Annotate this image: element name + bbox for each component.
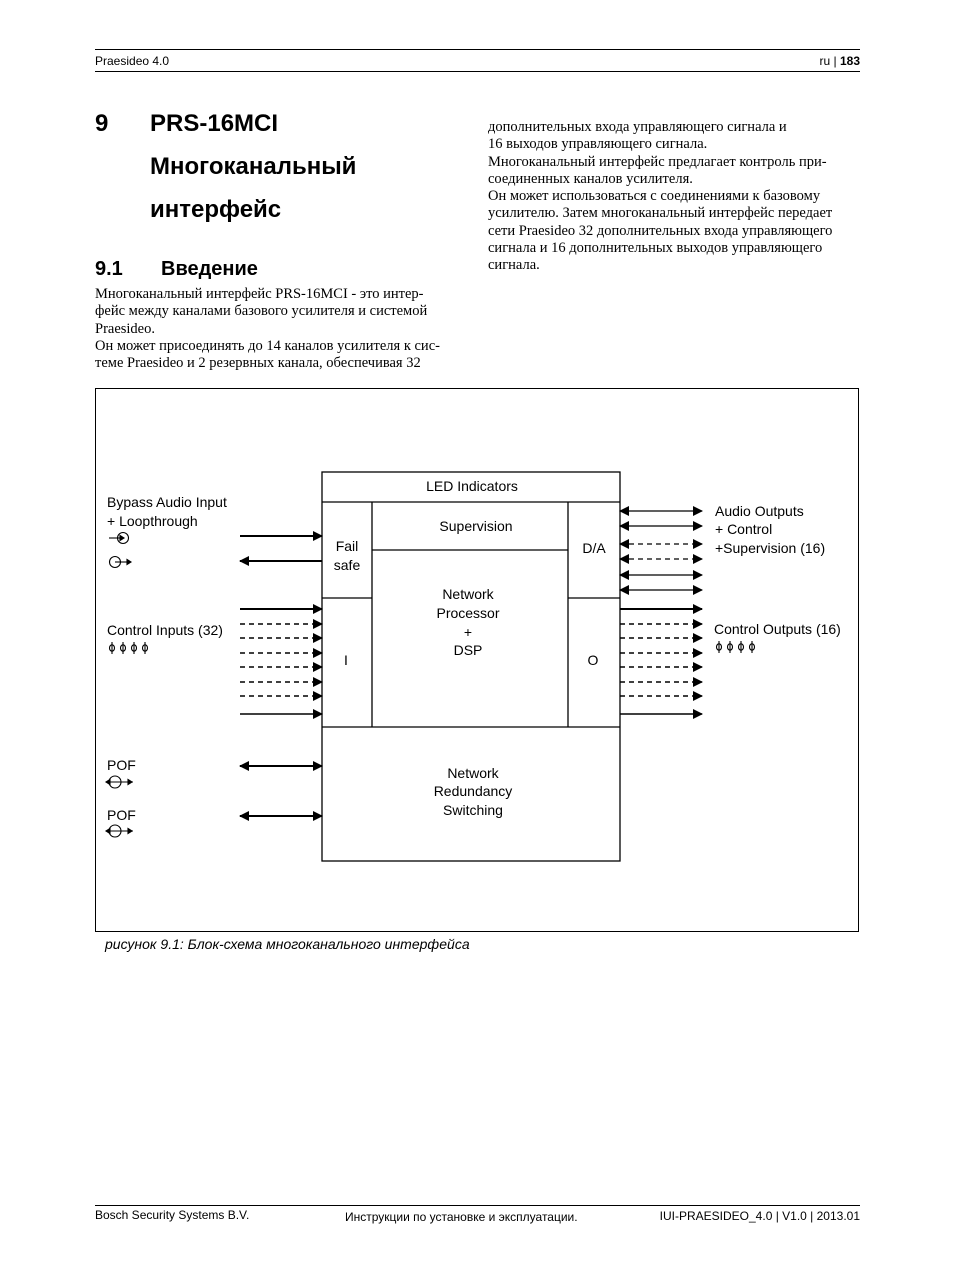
para-line: дополнительных входа управляющего сигнала и — [488, 119, 787, 135]
para-line: усилителю. Затем многоканальный интерфейс передает — [488, 205, 833, 222]
header-page-number: 183 — [839, 54, 860, 68]
led-indicators-label: LED Indicators — [426, 478, 518, 494]
footer-doc-id: IUI-PRAESIDEO_4.0 | V1.0 | 2013.01 — [659, 1209, 860, 1223]
input-block-label: I — [344, 652, 348, 668]
chapter-title-line-2: Многоканальный — [150, 153, 357, 180]
block-diagram-figure — [95, 388, 859, 932]
network-redundancy-label-3: Switching — [443, 802, 503, 818]
section-number: 9.1 — [95, 258, 123, 280]
network-processor-label-2: Processor — [436, 605, 500, 621]
control-outputs-connector-icon — [717, 641, 755, 653]
figure-caption: рисунок 9.1: Блок-схема многоканального интерфейса — [105, 936, 470, 952]
para-line: 16 выходов управляющего сигнала. — [488, 136, 708, 153]
audio-outputs-label-3: +Supervision (16) — [715, 540, 826, 556]
pof-label-2: POF — [107, 807, 136, 823]
footer-rule — [95, 1205, 860, 1206]
para-line: сигнала и 16 дополнительных выходов управляющего — [488, 240, 823, 257]
para-line: соединенных каналов усилителя. — [488, 170, 693, 187]
network-processor-label-1: Network — [442, 586, 494, 602]
control-outputs-label: Control Outputs (16) — [714, 621, 841, 637]
header-bottom-rule — [95, 71, 860, 72]
pof-connector-icon-2 — [106, 825, 133, 837]
bypass-label-1: Bypass Audio Input — [107, 494, 227, 510]
header-lang: ru — [819, 54, 831, 68]
intro-paragraph-right — [488, 119, 832, 275]
network-processor-label-3: + — [463, 624, 473, 640]
para-line: сети Praesideo 32 дополнительных входа управляющего — [488, 222, 833, 239]
bypass-label-2: + Loopthrough — [107, 513, 198, 529]
header-sep: | — [833, 54, 837, 68]
para-line: теме Praesideo и 2 резервных канала, обеспечивая 32 — [95, 355, 421, 372]
output-block-label: O — [587, 652, 599, 668]
section-title: Введение — [161, 258, 258, 280]
audio-outputs-label-2: + Control — [715, 521, 773, 537]
intro-paragraph-left — [95, 286, 440, 372]
pof-label-1: POF — [107, 757, 136, 773]
fail-safe-label-1: Fail — [335, 538, 359, 554]
para-line: Многоканальный интерфейс предлагает контроль при- — [488, 153, 827, 170]
para-line: Он может использоваться с соединениями к базовому — [488, 188, 821, 205]
control-inputs-label: Control Inputs (32) — [107, 622, 223, 638]
footer-manual: Инструкции по установке и эксплуатации. — [345, 1210, 578, 1224]
para-line: Он может присоединять до 14 каналов усилителя к сис- — [95, 337, 440, 354]
para-line: фейс между каналами базового усилителя и системой — [95, 303, 428, 320]
network-redundancy-label-1: Network — [447, 765, 499, 781]
control-inputs-connector-icon — [110, 642, 148, 654]
chapter-title-line-1: PRS-16MCI — [150, 110, 279, 137]
supervision-label: Supervision — [439, 518, 513, 534]
audio-outputs-label-1: Audio Outputs — [715, 503, 804, 519]
pof-connector-icon-1 — [106, 776, 133, 788]
header-doc-name: Praesideo 4.0 — [95, 54, 170, 68]
footer-company: Bosch Security Systems B.V. — [95, 1208, 250, 1222]
chapter-number: 9 — [95, 110, 109, 137]
da-label: D/A — [582, 540, 606, 556]
chapter-title-line-3: интерфейс — [150, 196, 282, 223]
audio-input-connector-icon — [109, 533, 129, 544]
audio-loopthrough-connector-icon — [110, 557, 132, 568]
fail-safe-label-2: safe — [333, 557, 361, 573]
block-diagram — [96, 389, 858, 931]
para-line: Praesideo. — [95, 320, 155, 337]
network-redundancy-label-2: Redundancy — [433, 783, 513, 799]
header-top-rule — [95, 49, 860, 50]
para-line: Многоканальный интерфейс PRS-16MCI - это интер- — [95, 286, 424, 302]
network-processor-label-4: DSP — [453, 642, 483, 658]
para-line: сигнала. — [488, 257, 540, 274]
header-page-info — [819, 54, 860, 68]
